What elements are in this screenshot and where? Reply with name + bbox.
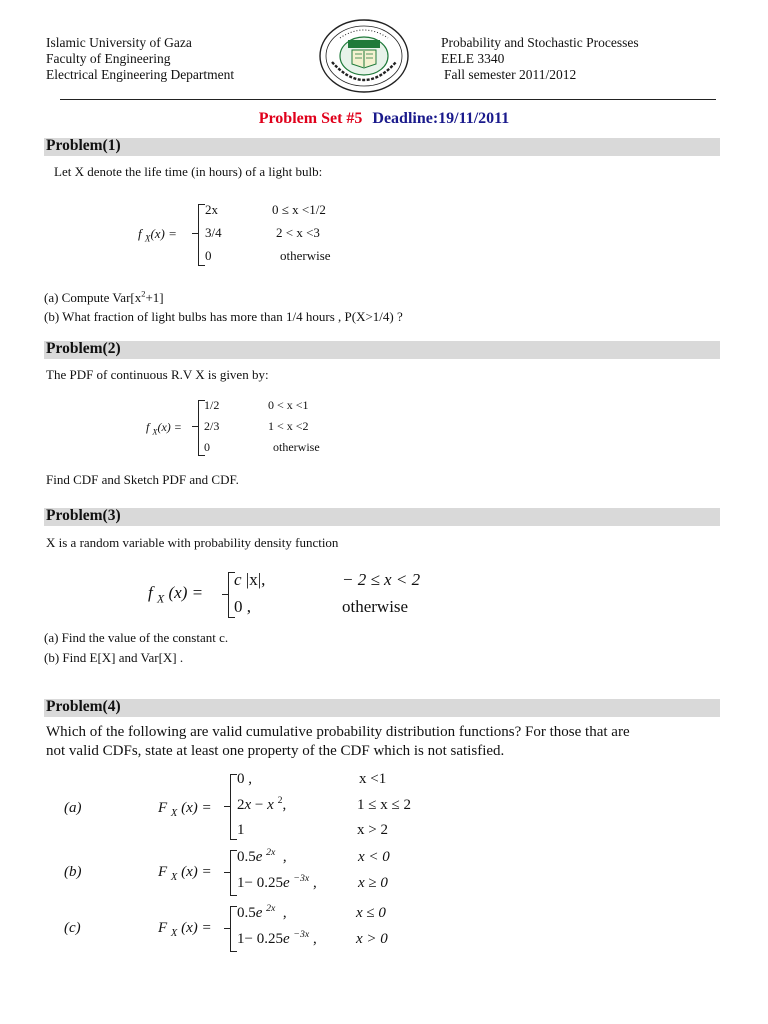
- p3-case-1-value: c |x|,: [234, 570, 266, 589]
- p2-case-3-value: 0: [204, 440, 210, 454]
- p4-part-b-label: (b): [64, 864, 82, 880]
- problem-3-intro: X is a random variable with probability density function: [46, 535, 339, 550]
- p1-question-b: (b) What fraction of light bulbs has more than 1/4 hours , P(X>1/4) ?: [44, 309, 403, 324]
- p4-b-lhs: F $_X$ (x) =: [158, 864, 212, 883]
- p4-a-case-3-value: 1: [237, 822, 245, 838]
- p4-c-case-2-range: x > 0: [356, 931, 388, 947]
- p4-c-case-2-value: 1− 0.25e $^{-3x}$ ,: [237, 929, 317, 947]
- problem-4-intro-line-1: Which of the following are valid cumulative probability distribution functions? For those that are: [46, 724, 630, 740]
- p4-c-case-1-range: x ≤ 0: [356, 905, 386, 921]
- p1-case-2-range: 2 < x <3: [276, 225, 320, 240]
- faculty-name: Faculty of Engineering: [46, 51, 171, 66]
- problem-1-heading: Problem(1): [44, 138, 720, 156]
- problem-2-heading: Problem(2): [44, 341, 720, 359]
- p1-case-3-range: otherwise: [280, 248, 331, 263]
- university-info: [46, 35, 234, 83]
- p4-a-case-2-range: 1 ≤ x ≤ 2: [357, 797, 411, 813]
- problem-2-intro: The PDF of continuous R.V X is given by:: [46, 367, 269, 382]
- problem-3-heading: Problem(3): [44, 508, 720, 526]
- p1-case-1-value: 2x: [205, 202, 218, 217]
- course-info: [441, 35, 639, 83]
- problem-2-task: Find CDF and Sketch PDF and CDF.: [46, 472, 239, 487]
- p4-b-brace: [230, 850, 237, 896]
- p4-a-case-3-range: x > 2: [357, 822, 388, 838]
- problem-set-title: [0, 110, 768, 128]
- p3-question-b: (b) Find E[X] and Var[X] .: [44, 650, 184, 665]
- p2-case-2-value: 2/3: [204, 419, 220, 433]
- p4-part-c-label: (c): [64, 920, 81, 936]
- p4-b-case-1-range: x < 0: [358, 849, 390, 865]
- problem-set-number: Problem Set #5: [258, 110, 363, 127]
- course-title: Probability and Stochastic Processes: [441, 35, 639, 50]
- p1-question-a: (a) Compute $Var[x^2+1]$: [44, 288, 164, 305]
- semester: Fall semester 2011/2012: [444, 67, 577, 82]
- problem-4-heading: Problem(4): [44, 699, 720, 717]
- p4-c-lhs: F $_X$ (x) =: [158, 920, 212, 939]
- course-code: EELE 3340: [441, 51, 505, 66]
- p4-b-case-2-range: x ≥ 0: [358, 875, 388, 891]
- p4-a-brace: [230, 774, 237, 840]
- p3-case-1-range: − 2 ≤ x < 2: [342, 570, 421, 589]
- p3-function-lhs: f $_X$ (x) =: [148, 583, 204, 606]
- header-divider: [60, 99, 716, 100]
- problem-1-intro: Let X denote the life time (in hours) of a light bulb:: [54, 164, 323, 179]
- p1-case-1-range: 0 ≤ x <1/2: [272, 202, 326, 217]
- p1-function-lhs: f $_X$(x) =: [138, 226, 177, 244]
- p3-question-a: (a) Find the value of the constant c.: [44, 630, 229, 645]
- p4-a-case-2-value: 2x − x $^2$,: [237, 795, 287, 813]
- deadline: Deadline:19/11/2011: [372, 110, 510, 127]
- p1-case-3-value: 0: [205, 248, 212, 263]
- p2-case-3-range: otherwise: [273, 440, 320, 454]
- p4-b-case-2-value: 1− 0.25e $^{-3x}$ ,: [237, 873, 317, 891]
- university-seal-logo: [318, 18, 410, 94]
- p2-case-1-value: 1/2: [204, 398, 220, 412]
- p1-brace: [198, 204, 205, 266]
- p4-a-case-1-range: x <1: [359, 771, 387, 787]
- p3-case-2-value: 0 ,: [234, 597, 251, 616]
- p2-case-2-range: 1 < x <2: [268, 419, 309, 433]
- p1-case-2-value: 3/4: [205, 225, 222, 240]
- university-name: Islamic University of Gaza: [46, 35, 192, 50]
- p4-a-lhs: F $_X$ (x) =: [158, 800, 212, 819]
- p2-case-1-range: 0 < x <1: [268, 398, 309, 412]
- p4-b-case-1-value: 0.5e $^{2x}$ ,: [237, 847, 287, 865]
- p3-case-2-range: otherwise: [342, 597, 409, 616]
- p4-a-case-1-value: 0 ,: [237, 771, 252, 787]
- p2-function-lhs: f $_X$(x) =: [146, 420, 182, 437]
- p4-part-a-label: (a): [64, 800, 82, 816]
- problem-4-intro-line-2: not valid CDFs, state at least one property of the CDF which is not satisfied.: [46, 743, 505, 759]
- p4-c-case-1-value: 0.5e $^{2x}$ ,: [237, 903, 287, 921]
- department-name: Electrical Engineering Department: [46, 67, 235, 82]
- p4-c-brace: [230, 906, 237, 952]
